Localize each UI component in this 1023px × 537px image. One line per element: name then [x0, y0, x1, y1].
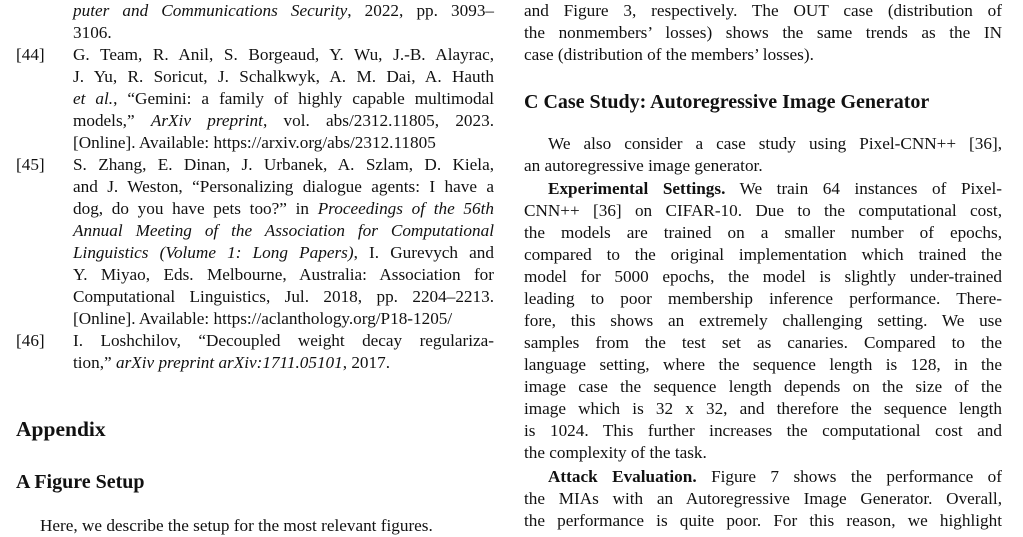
- section-a-heading: A Figure Setup: [16, 471, 145, 493]
- ref-44-number: [44]: [16, 45, 45, 64]
- ref-43-line-2: 3106.: [73, 23, 112, 42]
- appendix-heading: Appendix: [16, 417, 106, 441]
- ref-43-line-1: puter and Communications Security, 2022, pp. 3093–: [73, 1, 495, 20]
- section-c-heading: C Case Study: Autoregressive Image Generator: [524, 91, 930, 113]
- ref-45-number: [45]: [16, 155, 45, 174]
- attack-evaluation-label: Attack Evaluation.: [548, 467, 697, 486]
- section-a-paragraph: Here, we describe the setup for the most relevant figures.: [40, 516, 433, 535]
- ref-44-url: [Online]. Available: https://arxiv.org/abs/2312.11805: [73, 133, 436, 152]
- experimental-settings-label: Experimental Settings.: [548, 179, 726, 198]
- ref-46-number: [46]: [16, 331, 45, 350]
- ref-45-url: [Online]. Available: https://aclanthology.org/P18-1205/: [73, 309, 453, 328]
